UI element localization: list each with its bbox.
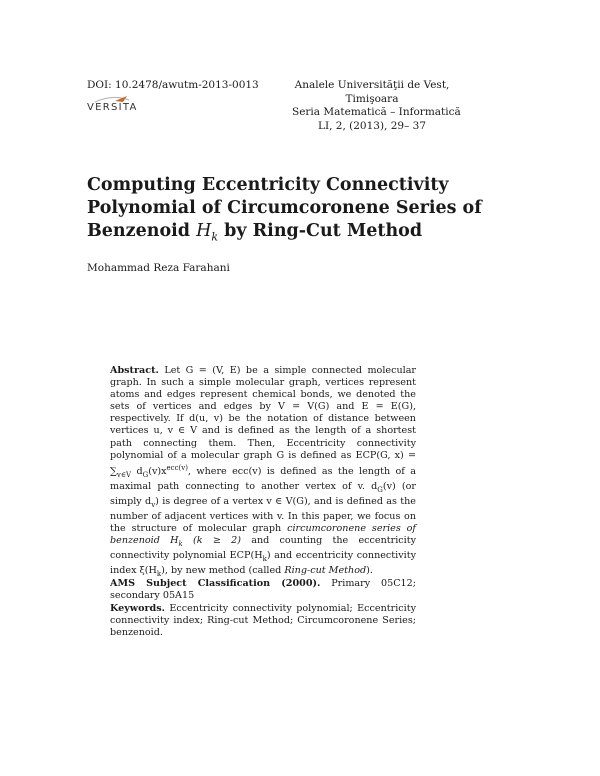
title-line: Polynomial of Circumcoronene Series of	[87, 198, 482, 218]
ams-label: AMS Subject Classification (2000).	[110, 578, 321, 589]
abstract-text: ).	[366, 565, 373, 577]
abstract-text: Let G = (V, E) be a simple connected molecular graph. In such a simple molecular graph, vertices represent atoms and edges represent chemical bonds, we denoted the sets of vertices and edges by V = V(G) and E = E(G), respectively. If d(u, v) be the notation of distance between vertices u, v ∈ V and is defined as the length of a shortest path connecting them. Then, Eccentricity connectivity polynomial of a molecular graph G is defined as ECP(G, x) = ∑	[110, 365, 416, 477]
abstract-text: and counting the eccentricity connectivity polynomial ECP(H	[110, 535, 416, 562]
math-sub: G	[142, 470, 149, 479]
abstract-italic: (k ≥ 2)	[182, 535, 241, 547]
abstract-label: Abstract.	[110, 365, 159, 376]
title-line: Computing Eccentricity Connectivity	[87, 175, 449, 195]
abstract-italic: circumcoronene series of benzenoid H	[110, 523, 416, 547]
abstract-text: ) and eccentricity connectivity index ξ(H	[110, 550, 416, 577]
abstract-text: (v)x	[148, 465, 167, 477]
journal-line: Analele Universităţii de Vest,	[294, 79, 450, 91]
math-sup: ecc(v)	[166, 463, 188, 472]
doi-text: DOI: 10.2478/awutm-2013-0013	[87, 79, 259, 91]
math-sub: k	[178, 540, 183, 549]
ams-classification	[110, 578, 416, 602]
title-text: Benzenoid	[87, 221, 197, 241]
journal-info	[292, 79, 461, 133]
math-sub: v	[151, 500, 156, 509]
journal-line: Timişoara	[345, 92, 399, 105]
abstract-paragraph	[110, 365, 416, 580]
title-line	[87, 220, 487, 249]
math-sub: G	[377, 485, 383, 494]
ams-text: Primary 05C12; secondary 05A15	[110, 578, 416, 602]
publisher-logo	[87, 94, 147, 116]
abstract-text: (v) (or simply d	[110, 480, 417, 507]
abstract-text: ), by new method (called	[161, 565, 285, 577]
keywords-text: Eccentricity connectivity polynomial; Eccentricity connectivity index; Ring-cut Method; Circumcoronene Series; benzenoid.	[110, 603, 416, 639]
keywords-label: Keywords.	[110, 603, 165, 614]
abstract-italic: Ring-cut Method	[284, 565, 367, 577]
abstract-text: , where ecc(v) is defined as the length of a maximal path connecting to another vertex of v. d	[110, 465, 416, 492]
abstract-text: ) is degree of a vertex v ∈ V(G), and is defined as the number of adjacent vertices with v. In this paper, we focus on the structure of molecular graph	[110, 495, 416, 535]
publisher-logo-text: VERSITA	[87, 102, 138, 113]
paper-title	[87, 174, 487, 249]
math-sub: k	[262, 555, 267, 564]
keywords	[110, 603, 416, 639]
title-math-sub: k	[211, 230, 219, 244]
author-name: Mohammad Reza Farahani	[87, 262, 230, 274]
title-math: H	[196, 221, 212, 241]
math-sub: v∈V	[116, 470, 132, 479]
journal-line: Seria Matematică – Informatică	[292, 106, 461, 118]
math-sub: k	[156, 570, 162, 579]
title-text: by Ring-Cut Method	[218, 221, 423, 241]
journal-line: LI, 2, (2013), 29– 37	[317, 119, 427, 132]
abstract-text: d	[131, 465, 143, 477]
